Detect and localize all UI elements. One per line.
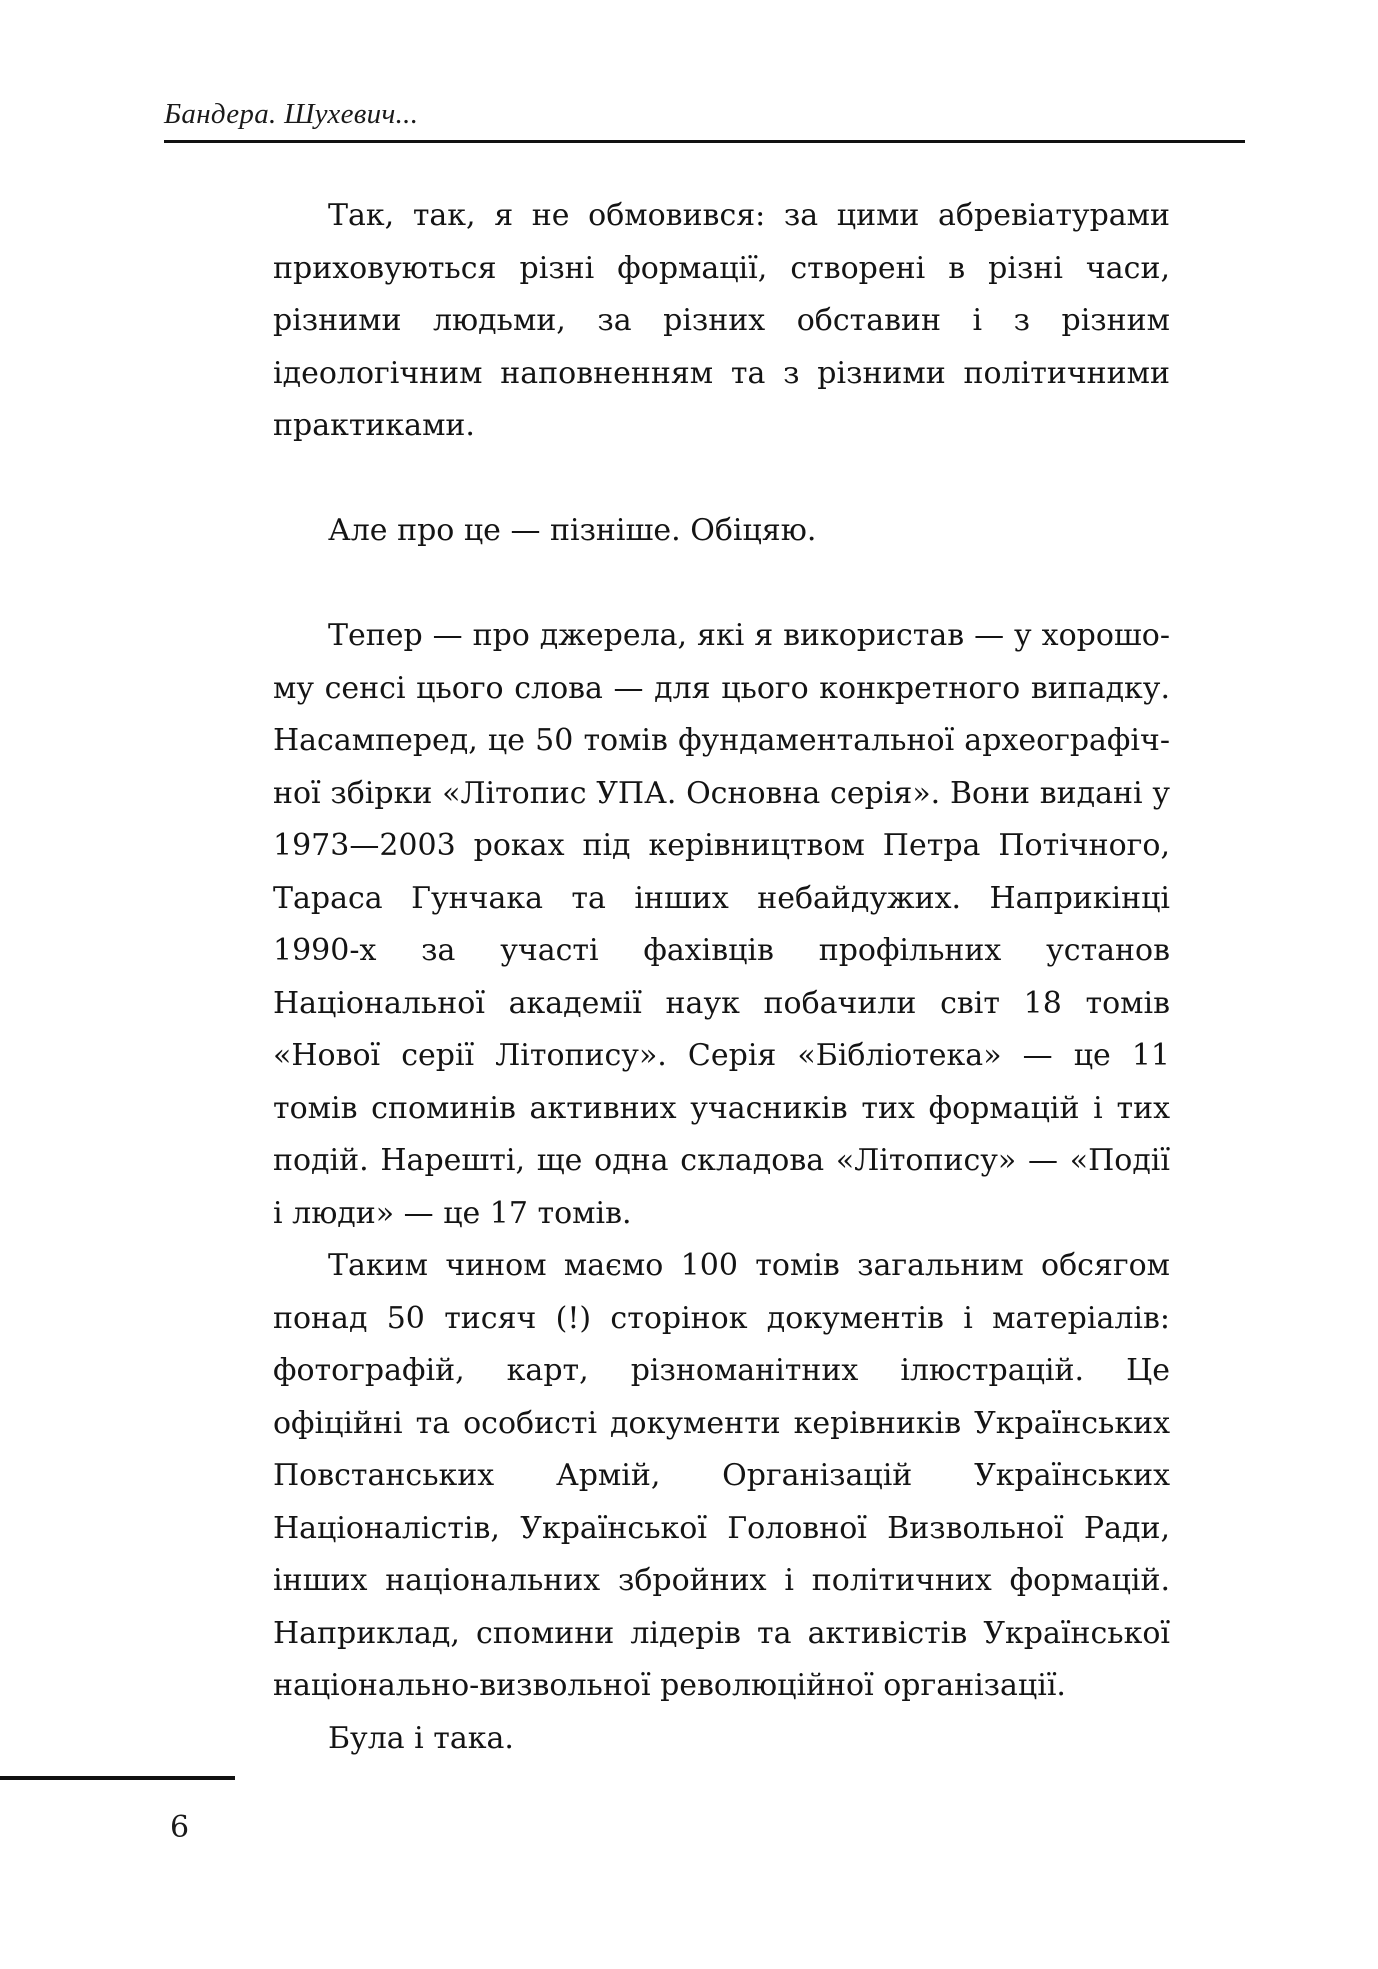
running-title: Бандера. Шухевич...	[164, 98, 419, 130]
paragraph: Так, так, я не обмовився: за цими абревіатурами приховуються різні формації, створені в різні часи, різними людьми, за різних обставин і з різним ідеологічним наповненням та з різними політичними практиками.	[273, 198, 1170, 443]
paragraph: Таким чином маємо 100 томів загальним обсягом понад 50 тисяч (!) сторінок документів і матеріалів: фотографій, карт, різноманітних ілюстрацій. Це офіційні та особисті документи керівників Українських Повстанських Армій, Організацій Українських Націоналістів, Української Головної Визвольної Ради, інших національних збройних і політичних формацій. Наприклад, спомини лідерів та активістів Української національно-визвольної революційної організації.	[273, 1248, 1170, 1703]
body-text	[273, 190, 1170, 1765]
paragraph: Але про це — пізніше. Обіцяю.	[328, 513, 817, 548]
paragraph: Була і така.	[328, 1720, 514, 1756]
footer-rule	[0, 1776, 235, 1780]
header-rule	[164, 140, 1245, 143]
page-number: 6	[170, 1810, 190, 1845]
paragraph: Тепер — про джерела, які я використав — у хорошому сенсі цього слова — для цього конкретного випадку. Насамперед, це 50 томів фундаментальної археографічної збірки «Літопис УПА. Основна серія». Вони видані у 1973—2003 роках під керівництвом Петра Потічного, Тараса Гунчака та інших небайдужих. Наприкінці 1990-х за участі фахівців профільних установ Національної академії наук побачили світ 18 томів «Нової серії Літопису». Серія «Бібліотека» — це 11 томів споминів активних учасників тих формацій і тих подій. Нарешті, ще одна складова «Літопису» — «Події і люди» — це 17 томів.	[273, 618, 1170, 1231]
